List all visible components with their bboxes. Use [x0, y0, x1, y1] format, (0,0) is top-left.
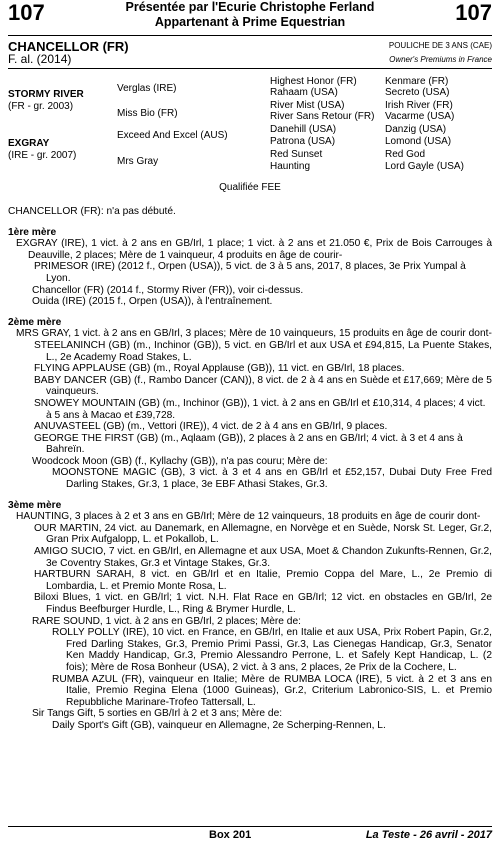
section-heading-third-dam: 3ème mère [8, 499, 62, 511]
qualification-note: Qualifiée FEE [219, 182, 281, 193]
dam-name: EXGRAY [8, 138, 50, 149]
horse-intro: CHANCELLOR (FR): n'a pas débuté. [8, 206, 176, 217]
pedigree-gen2: Verglas (IRE) [117, 83, 177, 94]
pedigree-gen3-dam: Irish River (FR) [385, 100, 453, 111]
pedigree-gen2: Mrs Gray [117, 156, 159, 167]
lot-number-right: 107 [455, 0, 492, 25]
pedigree-gen3-dam: Secreto (USA) [385, 87, 450, 98]
pedigree-gen3: Red Sunset [270, 149, 323, 160]
sex-age-info: POULICHE DE 3 ANS (CAE) [388, 41, 492, 50]
produce-entry: Chancellor (FR) (2014 f., Stormy River (FR)), voir ci-dessus. [32, 284, 304, 296]
section-heading-first-dam: 1ère mère [8, 226, 57, 238]
produce-entry: STEELANINCH (GB) (m., Inchinor (GB)), 5 vict. en GB/Irl et aux USA et £94,815, La Puente Stakes, L., 2e Academy Road Stakes, L. [34, 339, 492, 363]
pedigree-gen2: Miss Bio (FR) [117, 108, 178, 119]
produce-entry: RARE SOUND, 1 vict. à 2 ans en GB/Irl, 2 places; Mère de: [32, 615, 301, 627]
section-heading-second-dam: 2ème mère [8, 316, 62, 328]
produce-entry: SNOWEY MOUNTAIN (GB) (m., Inchinor (GB)), 1 vict. à 2 ans en GB/Irl et £10,314, 4 places; 4 vict. à 5 ans à Macao et £39,728. [34, 397, 486, 421]
box-number: Box 201 [209, 829, 252, 841]
pedigree-gen3: Danehill (USA) [270, 124, 337, 135]
produce-entry: Ouida (IRE) (2015 f., Orpen (USA)), à l'entraînement. [32, 296, 273, 308]
pedigree-gen3: Rahaam (USA) [270, 87, 338, 98]
pedigree-gen2: Exceed And Excel (AUS) [117, 130, 228, 141]
produce-entry: Daily Sport's Gift (GB), vainqueur en Allemagne, 2e Scherping-Rennen, L. [52, 719, 386, 731]
produce-entry: HARTBURN SARAH, 8 vict. en GB/Irl et en Italie, Premio Coppa del Mare, L., 2e Premio di Lombardia, L. et Premio Monte Rosa, L. [34, 569, 492, 592]
footer-rule [8, 826, 492, 827]
produce-entry: Woodcock Moon (GB) (f., Kyllachy (GB)), n'a pas couru; Mère de: [32, 455, 328, 467]
dam-entry: EXGRAY (IRE), 1 vict. à 2 ans en GB/Irl, 1 place; 1 vict. à 2 ans et 21.050 €, Prix de Bois Carrouges à Deauville, 2 places; Mère de 1 vainqueur, 4 produits en âge de courir- [16, 238, 492, 261]
sire-name: STORMY RIVER [8, 89, 84, 100]
produce-entry: FLYING APPLAUSE (GB) (m., Royal Applause (GB)), 11 vict. en GB/Irl, 18 places. [34, 363, 405, 375]
produce-entry: OUR MARTIN, 24 vict. au Danemark, en Allemagne, en Norvège et en Suède, Norsk St. Leger, Gr.2, Gran Prix Aufgalopp, L. et Pokallob, L. [34, 522, 492, 546]
dam-info: (IRE - gr. 2007) [8, 150, 77, 161]
produce-entry: PRIMESOR (IRE) (2012 f., Orpen (USA)), 5 vict. de 3 à 5 ans, 2017, 8 places, 3e Prix Yumpal à Lyon. [34, 261, 466, 284]
owner-line: Appartenant à Prime Equestrian [154, 15, 346, 29]
horse-description: F. al. (2014) [8, 52, 72, 66]
pedigree-gen3: River Sans Retour (FR) [270, 111, 375, 122]
sale-date: La Teste - 26 avril - 2017 [365, 829, 492, 841]
dam-entry: MRS GRAY, 1 vict. à 2 ans en GB/Irl, 3 places; Mère de 10 vainqueurs, 15 produits en âge de courir dont- [16, 328, 492, 340]
catalogue-text [8, 206, 492, 732]
produce-entry: ANUVASTEEL (GB) (m., Vettori (IRE)), 4 vict. de 2 à 4 ans en GB/Irl, 9 places. [34, 421, 388, 433]
produce-entry: GEORGE THE FIRST (GB) (m., Aqlaam (GB)), 2 places à 2 ans en GB/Irl; 4 vict. à 3 et 4 ans à Bahreïn. [34, 432, 463, 456]
pedigree-gen3-dam: Lomond (USA) [385, 136, 452, 147]
produce-entry: BABY DANCER (GB) (f., Rambo Dancer (CAN)), 8 vict. de 2 à 4 ans en Suède et £17,669; Mère de 5 vainqueurs. [34, 374, 492, 398]
produce-entry: Biloxi Blues, 1 vict. en GB/Irl; 1 vict. N.H. Flat Race en GB/Irl; 12 vict. en obstacles en GB/Irl, 2e Findus Beefburger Hurdle, L., Ring & Brymer Hurdle, L. [34, 592, 492, 615]
pedigree-gen3-dam: Vacarme (USA) [385, 111, 455, 122]
dam-entry: HAUNTING, 3 places à 2 et 3 ans en GB/Irl; Mère de 12 vainqueurs, 18 produits en âge de courir dont- [16, 511, 481, 523]
lot-number-left: 107 [8, 0, 45, 25]
horse-name: CHANCELLOR (FR) [8, 39, 129, 54]
pedigree-gen3: Highest Honor (FR) [270, 76, 357, 87]
pedigree-gen3: Haunting [270, 161, 311, 172]
pedigree-gen3: River Mist (USA) [270, 100, 345, 111]
pedigree-gen3-dam: Lord Gayle (USA) [385, 161, 464, 172]
pedigree-gen3-dam: Danzig (USA) [385, 124, 447, 135]
produce-entry: Sir Tangs Gift, 5 sorties en GB/Irl à 2 et 3 ans; Mère de: [32, 708, 283, 720]
pedigree-top-rule [8, 68, 492, 69]
header-rule [8, 35, 492, 36]
sire-info: (FR - gr. 2003) [8, 101, 74, 112]
consignor-line: Présentée par l'Ecurie Christophe Ferland [125, 0, 375, 14]
produce-entry: RUMBA AZUL (FR), vainqueur en Italie; Mère de RUMBA LOCA (IRE), 5 vict. à 2 et 3 ans en Italie, Premio Regina Elena (1000 Guineas), Gr.2, Criterium Labronico-SIS, L. et Premio Repubbliche Marinare-Trofeo Tattersall, L. [52, 673, 492, 708]
produce-entry: ROLLY POLLY (IRE), 10 vict. en France, en GB/Irl, en Italie et aux USA, Prix Robert Papin, Gr.2, Fred Darling Stakes, Gr.3, Premio Primi Passi, Gr.3, Las Cienegas Handicap, Gr.3, Senator Ken Maddy Handicap, Gr.3, Premio Alessandro Perrone, L. et Safely Kept Handicap, L. (2 fois); Mère de Rosa Bonheur (USA), 2 vict. à 3 ans, 2 places, 2e Prix de la Cochere, L. [52, 627, 492, 673]
consignor-title [70, 0, 430, 30]
owners-premiums-note: Owner's Premiums in France [389, 55, 492, 64]
produce-entry: MOONSTONE MAGIC (GB), 3 vict. à 3 et 4 ans en GB/Irl et £52,157, Dubai Duty Free Fred Darling Stakes, Gr.3, 1 place, 3e EBF Athasi Stakes, Gr.3. [52, 467, 492, 491]
produce-entry: AMIGO SUCIO, 7 vict. en GB/Irl, en Allemagne et aux USA, Moet & Chandon Zukunfts-Rennen, Gr.2, 3e Coventry Stakes, Gr.3 et Vintage Stakes, Gr.3. [34, 546, 492, 569]
pedigree-gen3-dam: Red God [385, 149, 426, 160]
pedigree-gen3-dam: Kenmare (FR) [385, 76, 449, 87]
pedigree-gen3: Patrona (USA) [270, 136, 336, 147]
